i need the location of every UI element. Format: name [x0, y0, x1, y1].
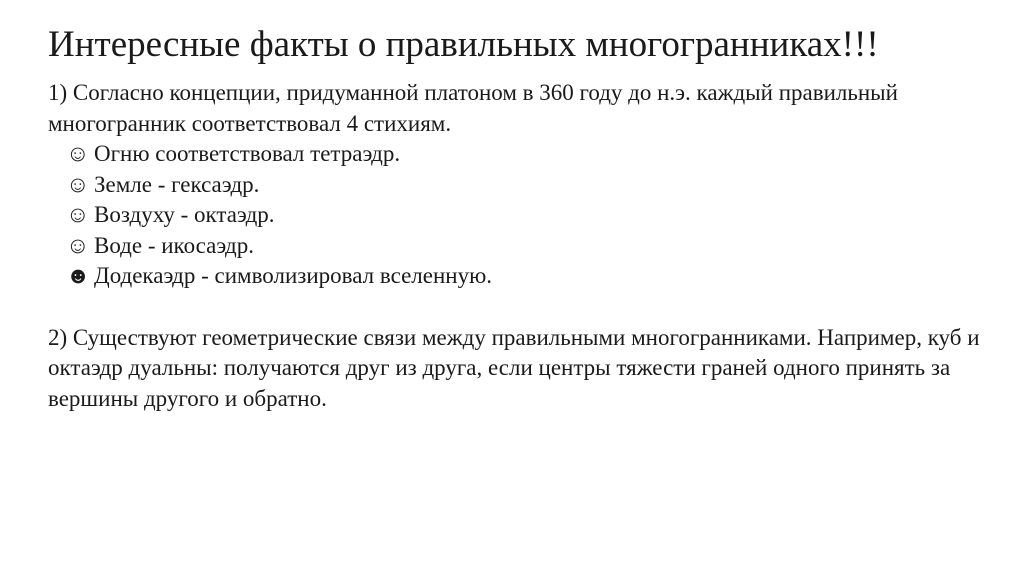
spacer [48, 292, 988, 323]
slide-title: Интересные факты о правильных многогранниках!!! [48, 24, 879, 65]
elements-list [48, 139, 988, 292]
list-item [66, 231, 988, 262]
smiley-icon: ☺ [66, 171, 90, 197]
fact-1-text: 1) Согласно концепции, придуманной платоном в 360 году до н.э. каждый правильный многогранник соответствовал 4 стихиям. [48, 80, 898, 136]
smiley-icon: ☺ [66, 232, 90, 258]
list-item-text: Воде - икосаэдр. [94, 232, 254, 258]
list-item-text: Воздуху - октаэдр. [94, 202, 275, 227]
list-item-text: Земле - гексаэдр. [94, 171, 260, 197]
list-item [66, 170, 988, 201]
list-item [66, 139, 988, 170]
slide-content [48, 78, 988, 414]
smiley-icon: ☺ [66, 202, 90, 227]
fact-2-text: 2) Существуют геометрические связи между правильными многогранниками. Например, куб и октаэдр дуальны: получаются друг из друга, если центры тяжести граней одного принять за вершины другого и обратно. [48, 324, 980, 411]
smiley-icon: ☺ [66, 141, 90, 166]
list-item-text: Додекаэдр - символизировал вселенную. [94, 263, 493, 288]
list-item [66, 200, 988, 231]
list-item [66, 261, 988, 292]
list-item-text: Огню соответствовал тетраэдр. [94, 141, 401, 166]
black-smiley-icon: ☻ [66, 263, 91, 288]
